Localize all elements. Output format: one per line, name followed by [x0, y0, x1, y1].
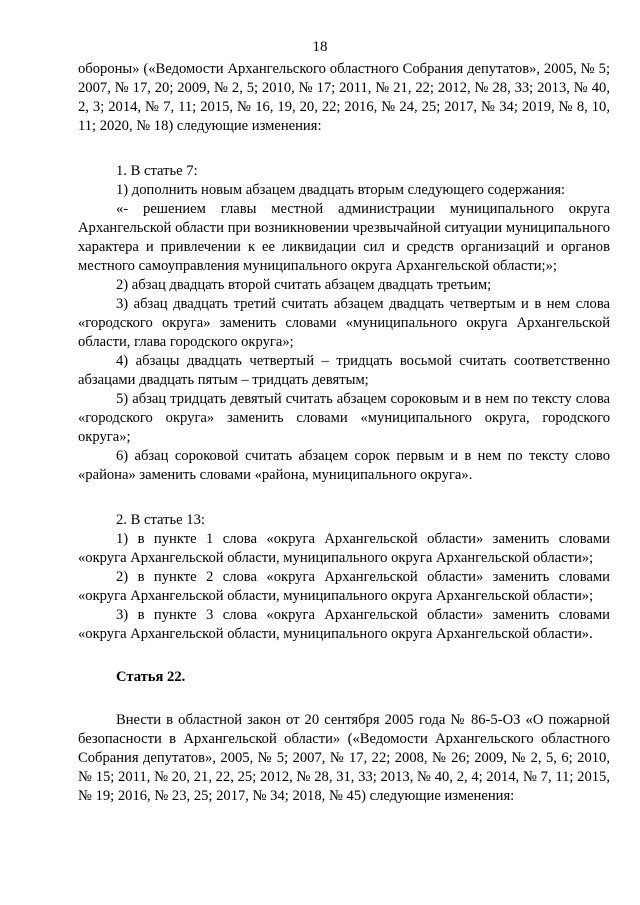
list-item: 5) абзац тридцать девятый считать абзацем сороковым и в нем по тексту слова «городского округа» заменить словами «муниципального округа, городского округа»;: [78, 391, 610, 445]
list-item: 2) абзац двадцать второй считать абзацем двадцать третьим;: [116, 277, 492, 293]
list-item: 4) абзацы двадцать четвертый – тридцать восьмой считать соответственно абзацами двадцать пятым – тридцать девятым;: [78, 353, 610, 388]
list-item: 1) в пункте 1 слова «округа Архангельской области» заменить словами «округа Архангельской области, муниципального округа Архангельской области»;: [78, 531, 610, 566]
list-item: 1) дополнить новым абзацем двадцать вторым следующего содержания:: [116, 182, 566, 198]
quoted-paragraph: «- решением главы местной администрации муниципального округа Архангельской области при возникновении чрезвычайной ситуации муниципального характера и привлечении к ее ликвидации сил и средств организаций и органов местного самоуправления муниципального округа Архангельской области;»;: [78, 201, 610, 274]
list-item: 6) абзац сороковой считать абзацем сорок первым и в нем по тексту слово «района» заменить словами «района, муниципального округа».: [78, 448, 610, 483]
list-item: 2) в пункте 2 слова «округа Архангельской области» заменить словами «округа Архангельской области, муниципального округа Архангельской области»;: [78, 569, 610, 604]
section-heading-article-13: 2. В статье 13:: [116, 512, 205, 528]
page-number: 18: [312, 39, 328, 55]
article-22-heading: Статья 22.: [116, 669, 186, 685]
intro-paragraph: обороны» («Ведомости Архангельского областного Собрания депутатов», 2005, № 5; 2007, № 17, 20; 2009, № 2, 5; 2010, № 17; 2011, № 21, 22; 2012, № 28, 33; 2013, № 40, 2, 3; 2014, № 7, 11; 2015, № 16, 19, 20, 22; 2016, № 24, 25; 2017, № 34; 2019, № 8, 10, 11; 2020, № 18) следующие изменения:: [78, 61, 610, 134]
article-22-paragraph: Внести в областной закон от 20 сентября 2005 года № 86-5-ОЗ «О пожарной безопасности в Архангельской области» («Ведомости Архангельского областного Собрания депутатов», 2005, № 5; 2007, № 17, 22; 2008, № 26; 2009, № 2, 5, 6; 2010, № 15; 2011, № 20, 21, 22, 25; 2012, № 28, 31, 33; 2013, № 40, 2, 4; 2014, № 7, 11; 2015, № 19; 2016, № 23, 25; 2017, № 34; 2018, № 45) следующие изменения:: [78, 712, 610, 804]
list-item: 3) абзац двадцать третий считать абзацем двадцать четвертым и в нем слова «городского округа» заменить словами «муниципального округа Архангельской области, глава городского округа»;: [78, 296, 610, 350]
document-body: [78, 60, 610, 806]
list-item: 3) в пункте 3 слова «округа Архангельской области» заменить словами «округа Архангельской области, муниципального округа Архангельской области».: [78, 607, 610, 642]
section-heading-article-7: 1. В статье 7:: [116, 163, 198, 179]
